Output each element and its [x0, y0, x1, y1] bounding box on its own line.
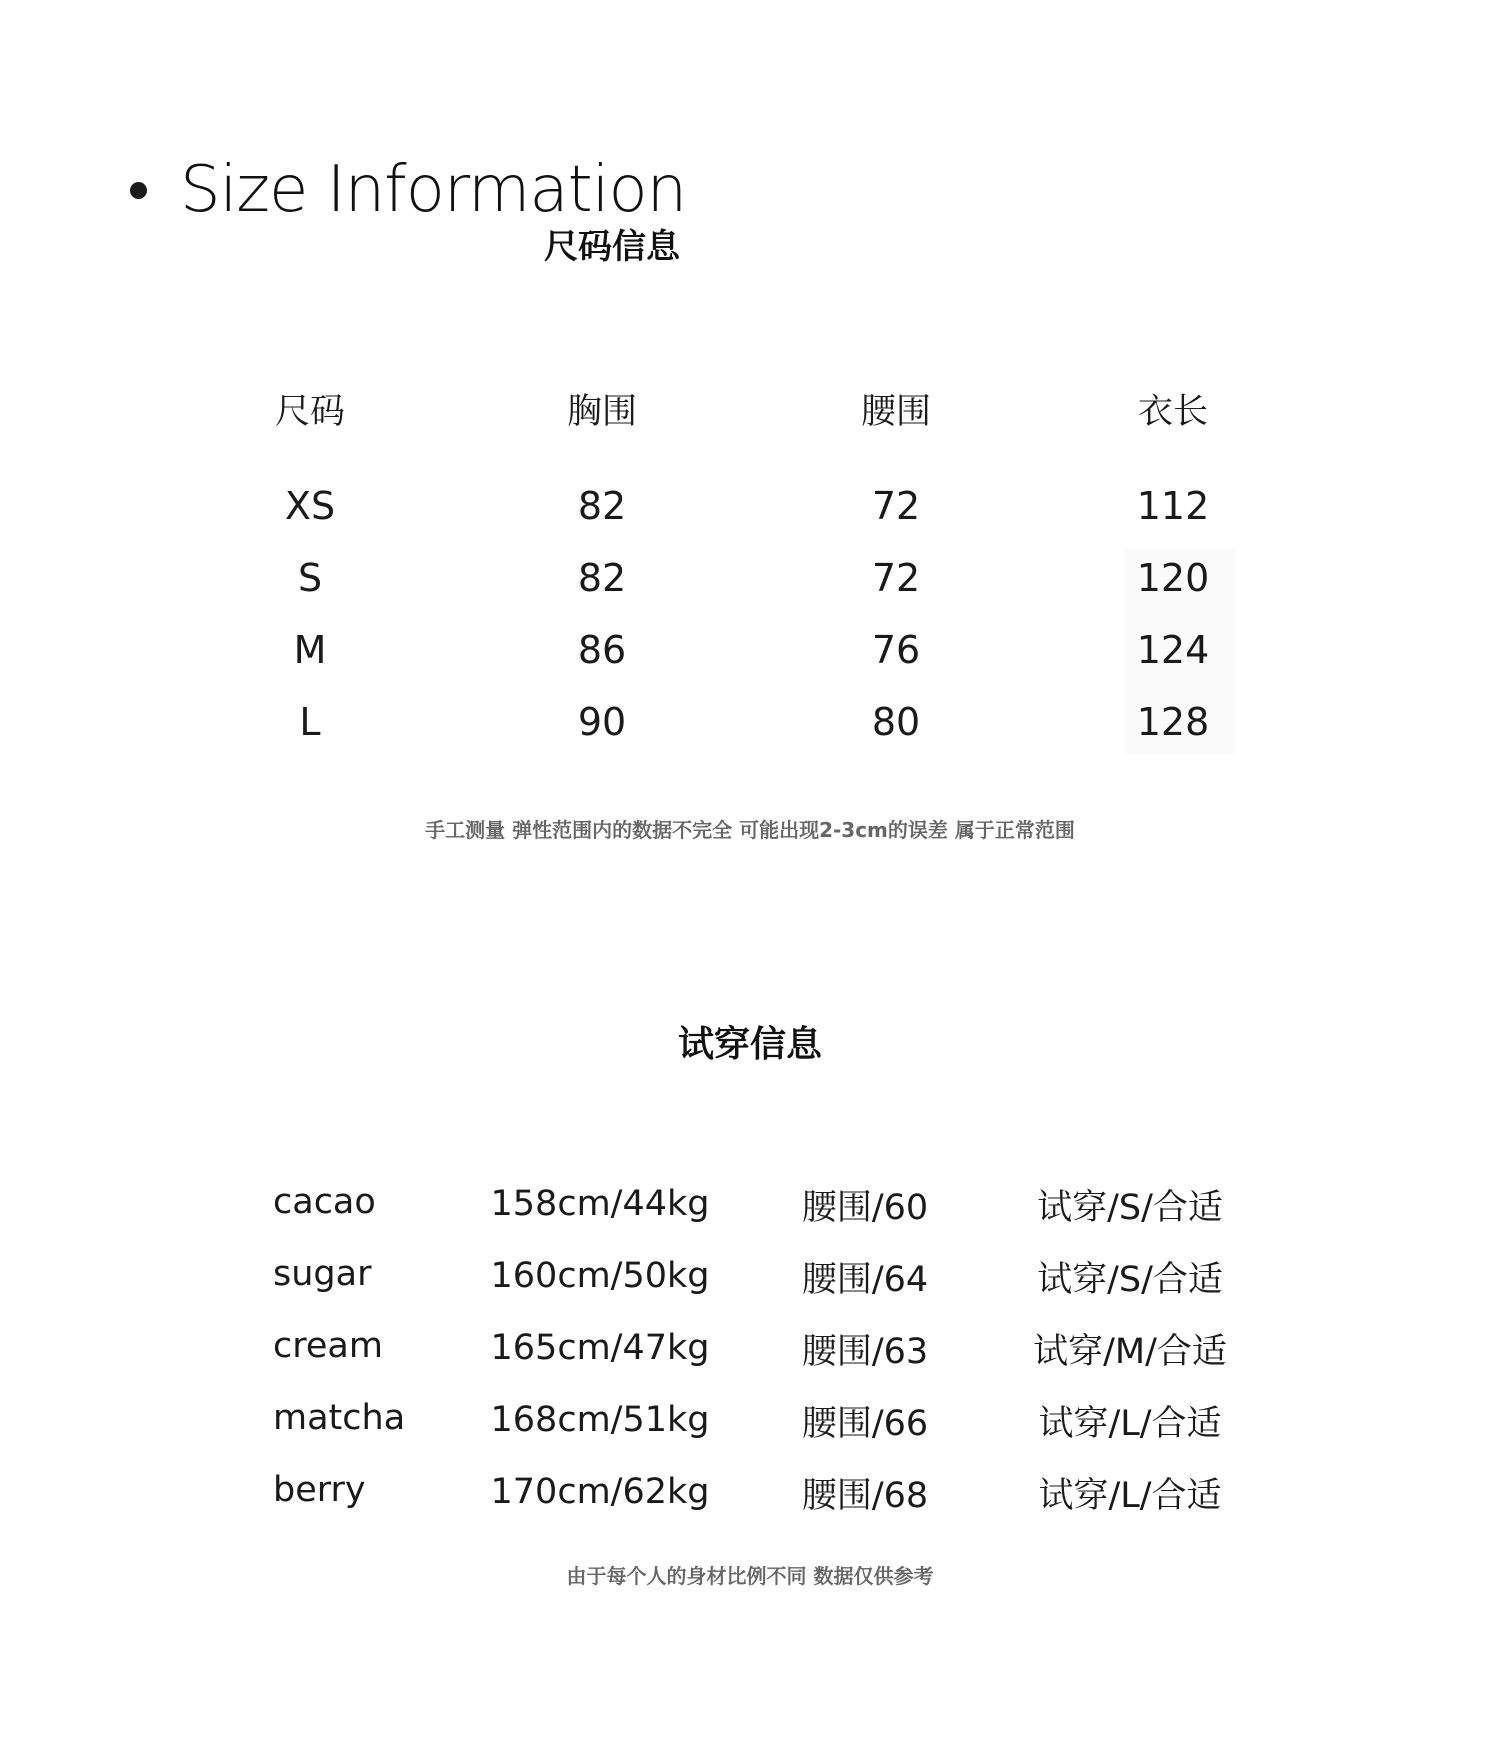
- model-name: matcha: [273, 1398, 406, 1438]
- size-column-header: 尺码: [274, 392, 345, 432]
- model-waist: 腰围/60: [801, 1188, 929, 1228]
- measurement-note: 手工测量 弹性范围内的数据不完全 可能出现2-3cm的误差 属于正常范围: [425, 818, 1075, 842]
- size-cell: 80: [871, 700, 921, 744]
- size-column-header: 衣长: [1137, 392, 1208, 432]
- model-height-weight: 168cm/51kg: [490, 1400, 710, 1440]
- size-cell: 72: [871, 556, 921, 600]
- size-cell: 86: [577, 628, 627, 672]
- size-cell: 82: [577, 484, 627, 528]
- fit-section-title: 试穿信息: [677, 1024, 822, 1065]
- model-waist: 腰围/64: [801, 1260, 929, 1300]
- size-cell: 90: [577, 700, 627, 744]
- size-column-header: 腰围: [860, 392, 931, 432]
- size-cell: L: [299, 700, 321, 744]
- size-column-header: 胸围: [566, 392, 637, 432]
- size-cell: 112: [1136, 484, 1210, 528]
- size-cell: 128: [1136, 700, 1210, 744]
- size-cell: 124: [1136, 628, 1210, 672]
- model-waist: 腰围/66: [801, 1404, 929, 1444]
- model-name: sugar: [273, 1254, 372, 1294]
- size-cell: 82: [577, 556, 627, 600]
- model-name: cream: [273, 1326, 383, 1366]
- model-fit-size: 试穿/M/合适: [1033, 1332, 1227, 1372]
- model-fit-size: 试穿/S/合适: [1037, 1260, 1223, 1300]
- model-height-weight: 170cm/62kg: [490, 1472, 710, 1512]
- size-cell: S: [297, 556, 323, 600]
- size-cell: XS: [284, 484, 336, 528]
- model-name: berry: [273, 1470, 366, 1510]
- model-name: cacao: [273, 1182, 376, 1222]
- model-height-weight: 158cm/44kg: [490, 1184, 710, 1224]
- size-cell: 72: [871, 484, 921, 528]
- title-english: Size Information: [180, 153, 687, 227]
- model-waist: 腰围/63: [801, 1332, 929, 1372]
- model-fit-size: 试穿/L/合适: [1038, 1476, 1222, 1516]
- reference-note: 由于每个人的身材比例不同 数据仅供参考: [566, 1564, 934, 1588]
- size-cell: M: [293, 628, 327, 672]
- model-fit-size: 试穿/S/合适: [1037, 1188, 1223, 1228]
- model-height-weight: 165cm/47kg: [490, 1328, 710, 1368]
- model-height-weight: 160cm/50kg: [490, 1256, 710, 1296]
- bullet-dot: [130, 182, 147, 199]
- title-chinese: 尺码信息: [544, 227, 680, 267]
- model-waist: 腰围/68: [801, 1476, 929, 1516]
- size-cell: 120: [1136, 556, 1210, 600]
- model-fit-size: 试穿/L/合适: [1038, 1404, 1222, 1444]
- size-cell: 76: [871, 628, 921, 672]
